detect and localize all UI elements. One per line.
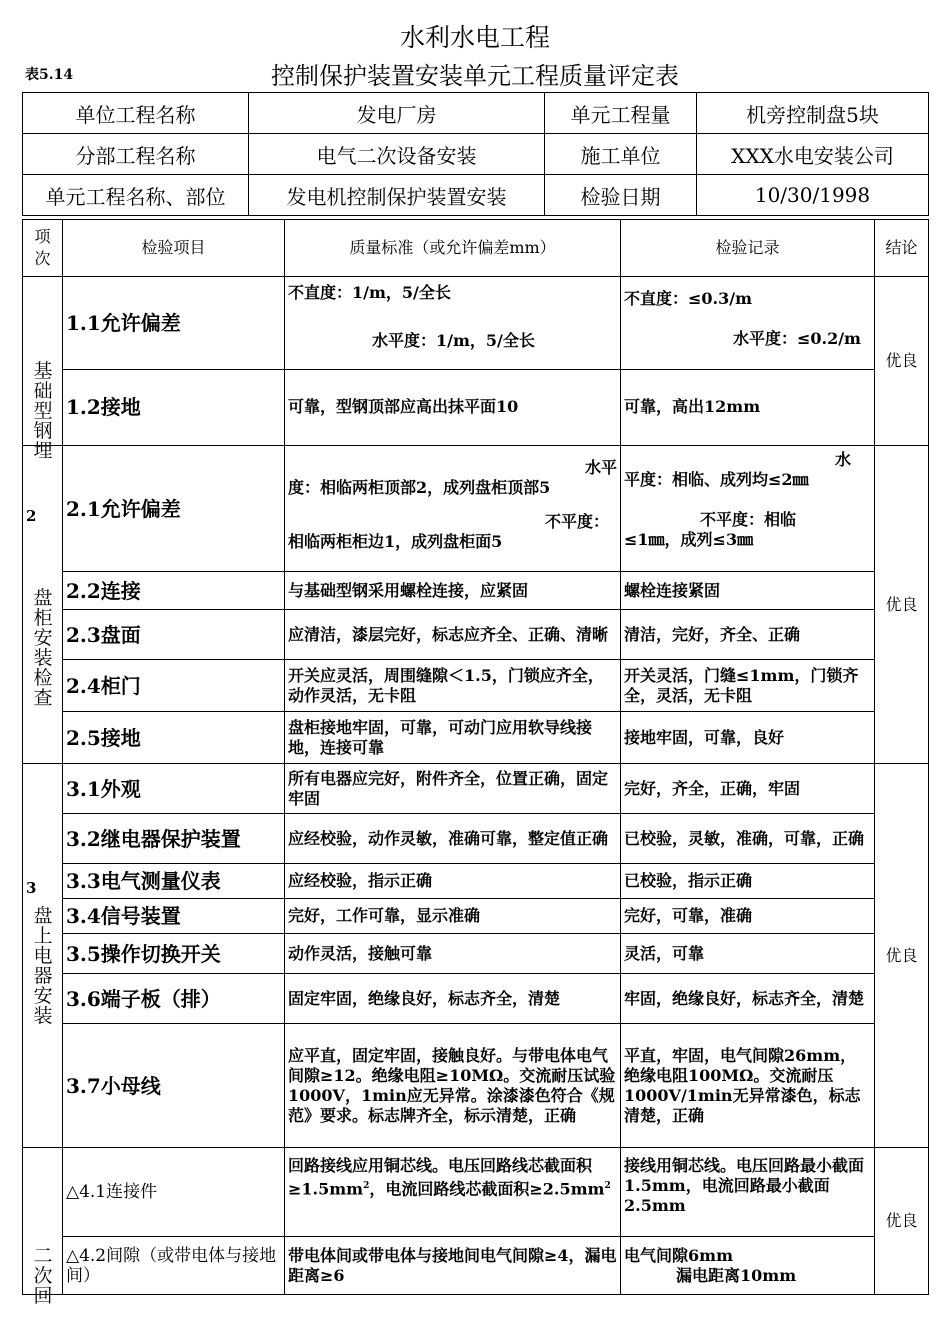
record-3-7: 平直，牢固，电气间隙26mm，绝缘电阻100MΩ。交流耐压1000V/1min无异常漆色，标志清楚，正确 [621,1024,875,1148]
table-number: 表5.14 [25,67,74,83]
header-table [22,92,929,216]
section-2-label: 2 盘柜安装检查 [23,446,63,764]
contractor-label: 施工单位 [545,134,697,175]
superscript: 2 [604,1181,611,1191]
table-row [23,572,929,610]
element-value: 发电机控制保护装置安装 [249,175,545,216]
unit-project-label: 单位工程名称 [23,93,249,134]
standard-3-7: 应平直，固定牢固，接触良好。与带电体电气间隙≥12。绝缘电阻≥10MΩ。交流耐压试验1000V，1min应无异常。涂漆漆色符合《规范》要求。标志牌齐全，标示清楚，正确 [285,1024,621,1148]
superscript: 2 [363,1181,370,1191]
record-4-1: 接线用铜芯线。电压回路最小截面1.5mm，电流回路最小截面2.5mm [621,1148,875,1237]
item-3-1: 3.1外观 [63,764,285,814]
check-date-label: 检验日期 [545,175,697,216]
item-1-1: 1.1允许偏差 [63,277,285,370]
record-3-6: 牢固，绝缘良好，标志齐全，清楚 [621,974,875,1024]
record-3-3: 已校验，指示正确 [621,864,875,899]
standard-4-2: 带电体间或带电体与接地间电气间隙≥4，漏电距离≥6 [285,1237,621,1295]
unit-quantity-value: 机旁控制盘5块 [697,93,929,134]
table-row [23,1148,929,1237]
contractor-value: XXX水电安装公司 [697,134,929,175]
table-row [23,1024,929,1148]
table-row [23,814,929,864]
item-3-5: 3.5操作切换开关 [63,934,285,974]
table-row [23,369,929,445]
record-1-1: 不直度：≤0.3/m 水平度：≤0.2/m [621,277,875,370]
page-title: 水利水电工程 [399,23,550,52]
col-conclusion: 结论 [875,220,929,277]
record-2-3: 清洁，完好，齐全、正确 [621,610,875,660]
standard-1-1: 不直度：1/m，5/全长 水平度：1/m，5/全长 [285,277,621,370]
col-standard: 质量标准（或允许偏差mm） [285,220,621,277]
conclusion-1: 优良 [875,277,929,446]
record-2-2: 螺栓连接紧固 [621,572,875,610]
table-row [23,610,929,660]
col-seq: 项次 [23,220,63,277]
record-2-4: 开关灵活，门缝≤1mm，门锁齐全，灵活，无卡阻 [621,660,875,712]
table-row [23,712,929,764]
standard-4-1: 回路接线应用铜芯线。电压回路线芯截面积$\ge 1.5mm^2$，电流回路线芯截面积$\ge 2.5mm^2$ [285,1148,621,1237]
record-3-4: 完好，可靠，准确 [621,899,875,934]
item-2-5: 2.5接地 [63,712,285,764]
table-row [23,764,929,814]
conclusion-4: 优良 [875,1148,929,1295]
record-4-2: 电气间隙6mm 漏电距离10mm [621,1237,875,1295]
standard-2-1: 水平 度：相临两柜顶部2，成列盘柜顶部5 不平度： 相临两柜柜边1，成列盘柜面5 [285,446,621,572]
check-date-value: 10/30/1998 [697,175,929,216]
table-row [23,446,929,572]
item-3-7: 3.7小母线 [63,1024,285,1148]
standard-2-3: 应清洁，漆层完好，标志应齐全、正确、清晰 [285,610,621,660]
record-2-1: 水 平度：相临、成列均≤2㎜ 不平度：相临 ≤1㎜，成列≤3㎜ [621,446,875,572]
standard-3-3: 应经校验，指示正确 [285,864,621,899]
unit-project-value: 发电厂房 [249,93,545,134]
standard-2-4: 开关应灵活，周围缝隙＜1.5，门锁应齐全，动作灵活，无卡阻 [285,660,621,712]
col-record: 检验记录 [621,220,875,277]
item-3-6: 3.6端子板（排） [63,974,285,1024]
standard-3-6: 固定牢固，绝缘良好，标志齐全，清楚 [285,974,621,1024]
table-row [23,1237,929,1295]
table-row [23,277,929,370]
record-2-5: 接地牢固，可靠，良好 [621,712,875,764]
item-1-2: 1.2接地 [63,369,285,445]
item-4-1: △4.1连接件 [63,1148,285,1237]
section-3-label: 3 盘上电器安装 [23,764,63,1148]
conclusion-3: 优良 [875,764,929,1148]
page-subtitle: 控制保护装置安装单元工程质量评定表 [271,62,679,90]
standard-2-2: 与基础型钢采用螺栓连接，应紧固 [285,572,621,610]
standard-3-5: 动作灵活，接触可靠 [285,934,621,974]
table-row [23,864,929,899]
standard-3-4: 完好，工作可靠，显示准确 [285,899,621,934]
item-2-4: 2.4柜门 [63,660,285,712]
item-3-4: 3.4信号装置 [63,899,285,934]
sub-project-value: 电气二次设备安装 [249,134,545,175]
sub-project-label: 分部工程名称 [23,134,249,175]
standard-2-5: 盘柜接地牢固，可靠，可动门应用软导线接地，连接可靠 [285,712,621,764]
item-2-2: 2.2连接 [63,572,285,610]
inspection-table [22,219,929,1307]
record-1-2: 可靠，高出12mm [621,369,875,445]
item-3-2: 3.2继电器保护装置 [63,814,285,864]
item-4-2: △4.2间隙（或带电体与接地间） [63,1237,285,1295]
unit-quantity-label: 单元工程量 [545,93,697,134]
conclusion-2: 优良 [875,446,929,764]
standard-3-1: 所有电器应完好，附件齐全，位置正确，固定牢固 [285,764,621,814]
col-item: 检验项目 [63,220,285,277]
standard-3-2: 应经校验，动作灵敏，准确可靠，整定值正确 [285,814,621,864]
record-3-2: 已校验，灵敏，准确，可靠，正确 [621,814,875,864]
record-3-1: 完好，齐全，正确，牢固 [621,764,875,814]
table-row [23,899,929,934]
table-row [23,974,929,1024]
record-3-5: 灵活，可靠 [621,934,875,974]
standard-1-2: 可靠，型钢顶部应高出抹平面10 [285,369,621,445]
item-3-3: 3.3电气测量仪表 [63,864,285,899]
item-2-1: 2.1允许偏差 [63,446,285,572]
element-label: 单元工程名称、部位 [23,175,249,216]
item-2-3: 2.3盘面 [63,610,285,660]
table-row [23,660,929,712]
section-4-label: 二次回 [23,1148,63,1295]
table-row [23,934,929,974]
section-1-label: 基础型钢埋 [23,277,63,446]
